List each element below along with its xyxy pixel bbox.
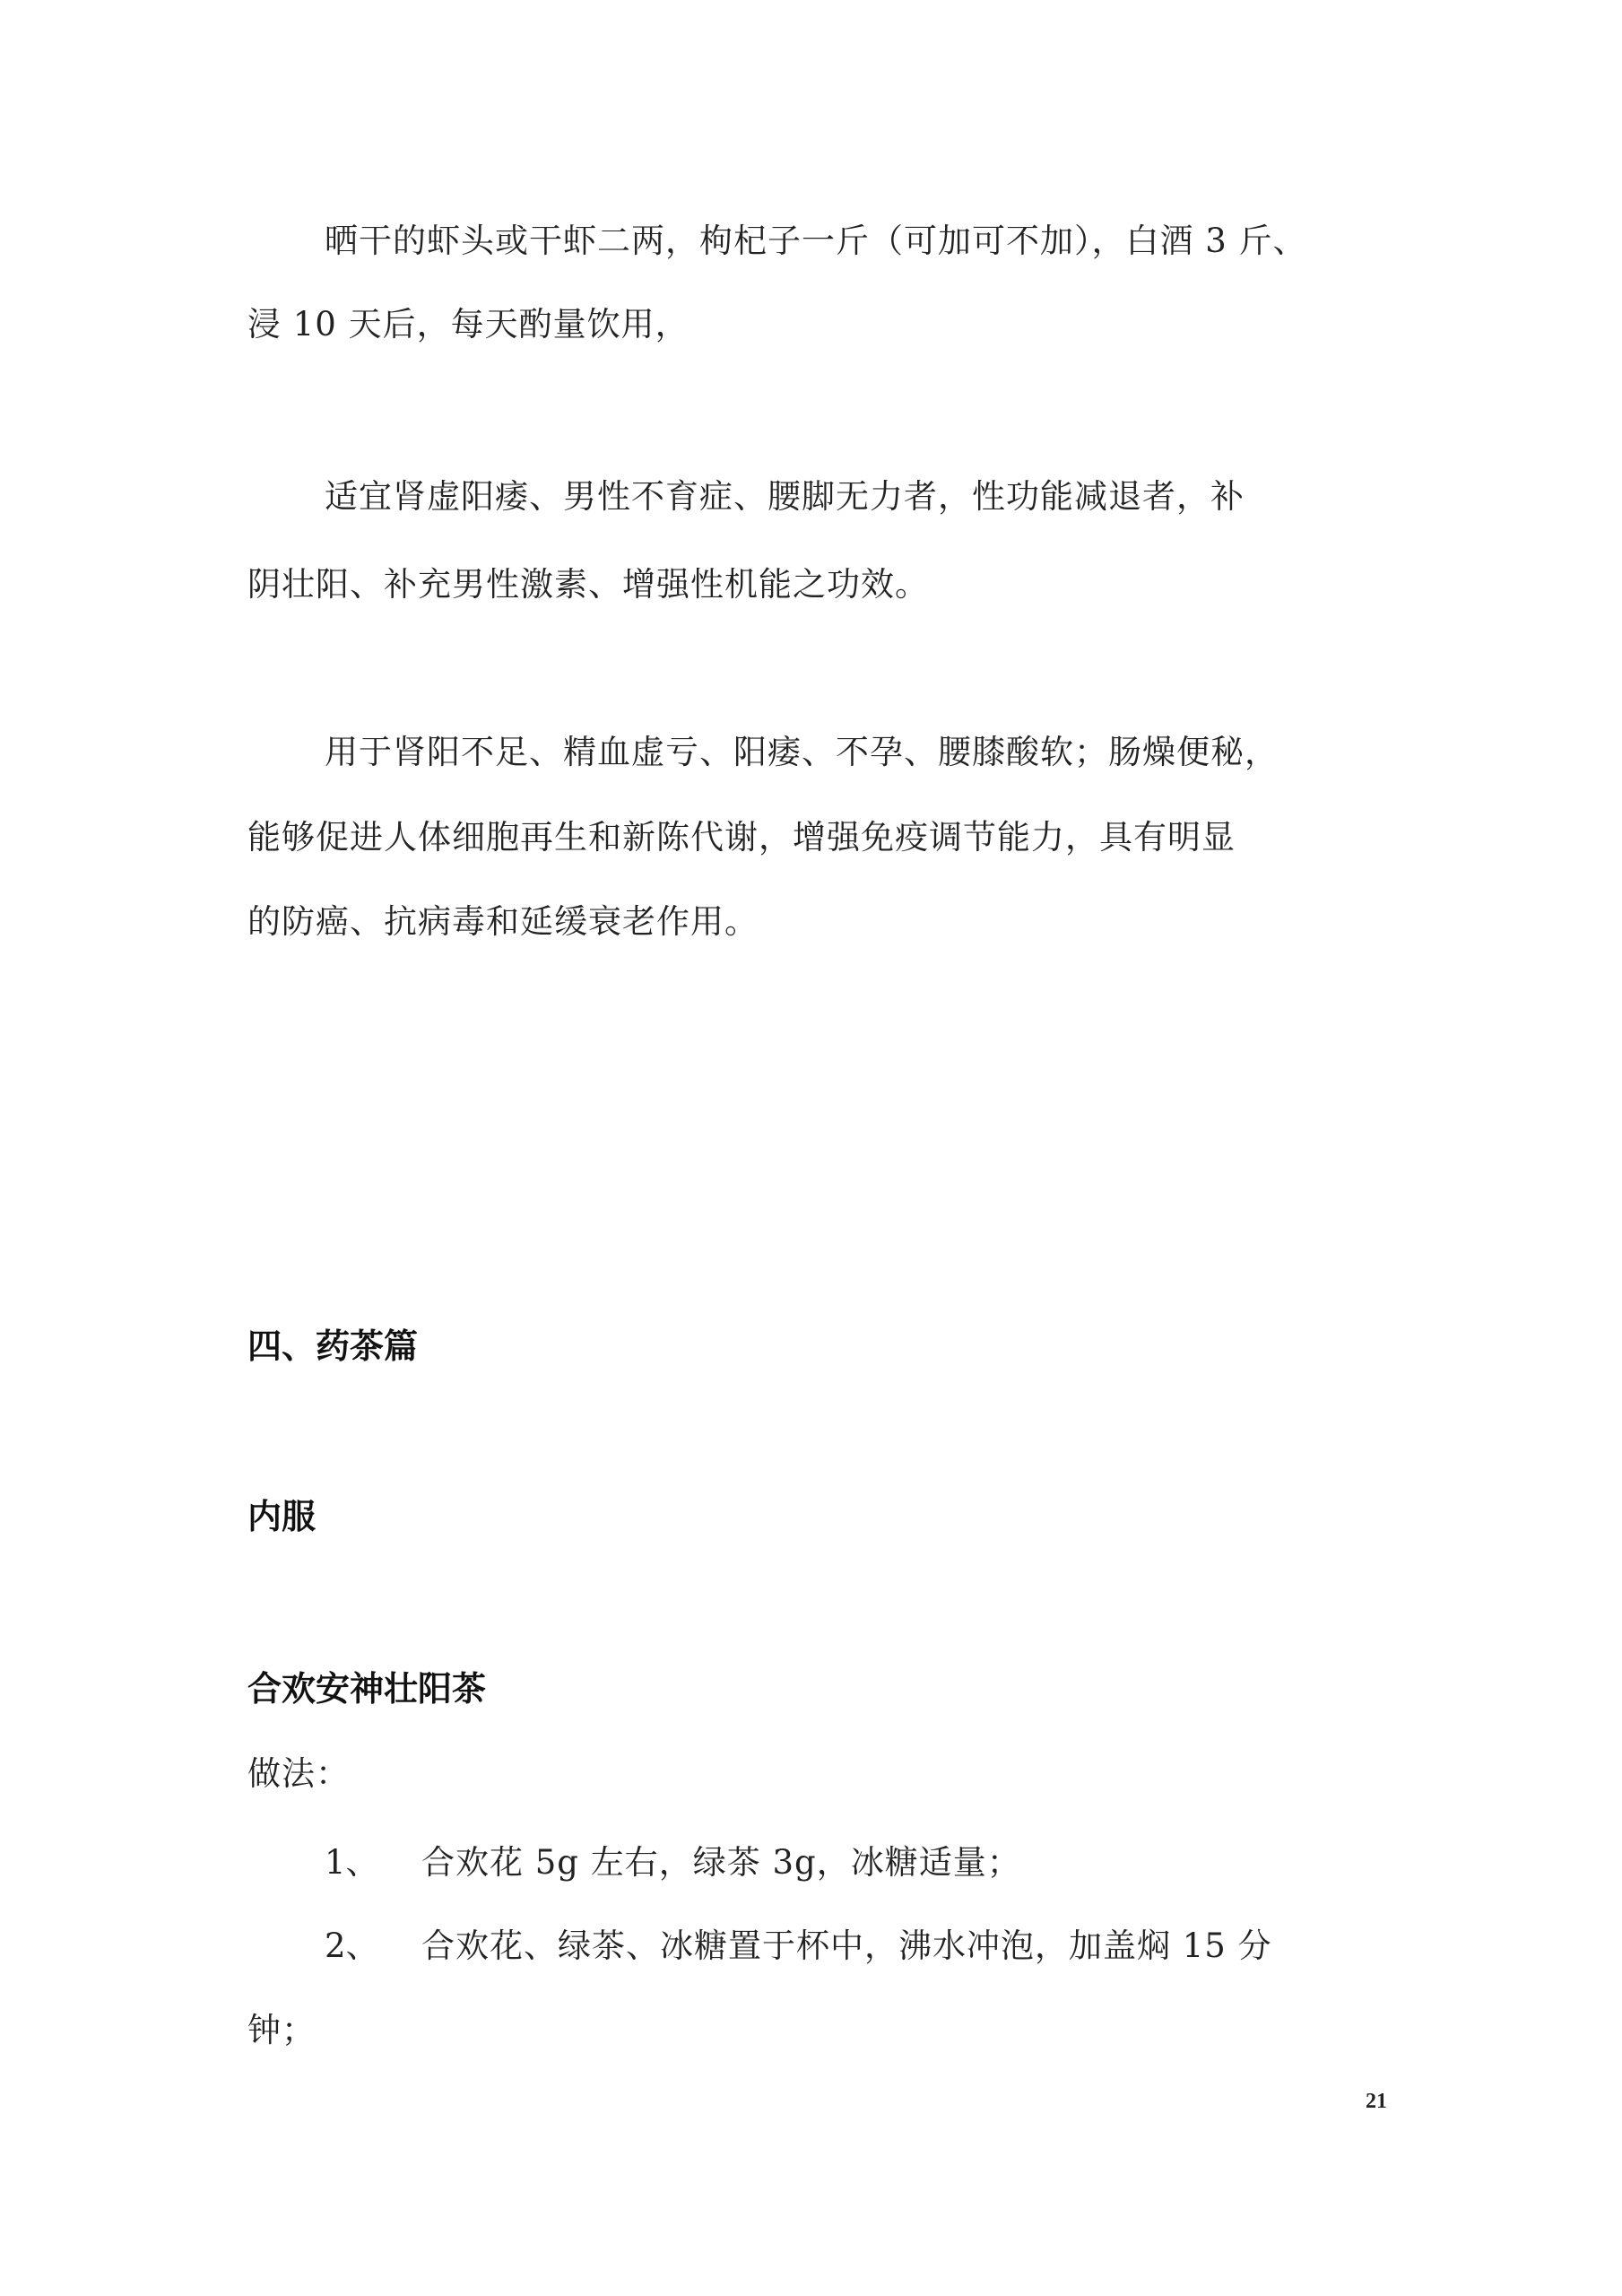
method-label: 做法： bbox=[247, 1754, 350, 1793]
paragraph-3-line-3: 的防癌、抗病毒和延缓衰老作用。 bbox=[247, 902, 759, 941]
paragraph-3-line-1: 用于肾阳不足、精血虚亏、阳痿、不孕、腰膝酸软；肠燥便秘， bbox=[325, 733, 1279, 771]
paragraph-2-line-1: 适宜肾虚阳痿、男性不育症、腰脚无力者，性功能减退者，补 bbox=[325, 477, 1245, 516]
recipe-title: 合欢安神壮阳茶 bbox=[247, 1669, 487, 1709]
step-2-number: 2、 bbox=[325, 1926, 379, 1965]
paragraph-1-line-2: 浸 10 天后，每天酌量饮用， bbox=[247, 305, 690, 344]
section-heading: 四、药茶篇 bbox=[247, 1326, 419, 1366]
page-number: 21 bbox=[1366, 2090, 1387, 2113]
paragraph-1-line-1: 晒干的虾头或干虾二两，枸杞子一斤（可加可不加），白酒 3 斤、 bbox=[325, 222, 1307, 260]
subsection-heading: 内服 bbox=[247, 1497, 317, 1536]
paragraph-2-line-2: 阴壮阳、补充男性激素、增强性机能之功效。 bbox=[247, 565, 929, 604]
paragraph-3-line-2: 能够促进人体细胞再生和新陈代谢，增强免疫调节能力，具有明显 bbox=[247, 818, 1236, 857]
step-1-number: 1、 bbox=[325, 1843, 379, 1882]
step-1-text: 合欢花 5g 左右，绿茶 3g，冰糖适量； bbox=[421, 1843, 1021, 1882]
step-2-text: 合欢花、绿茶、冰糖置于杯中，沸水冲泡，加盖焖 15 分 bbox=[421, 1926, 1272, 1965]
step-2-continuation: 钟； bbox=[247, 2011, 316, 2049]
